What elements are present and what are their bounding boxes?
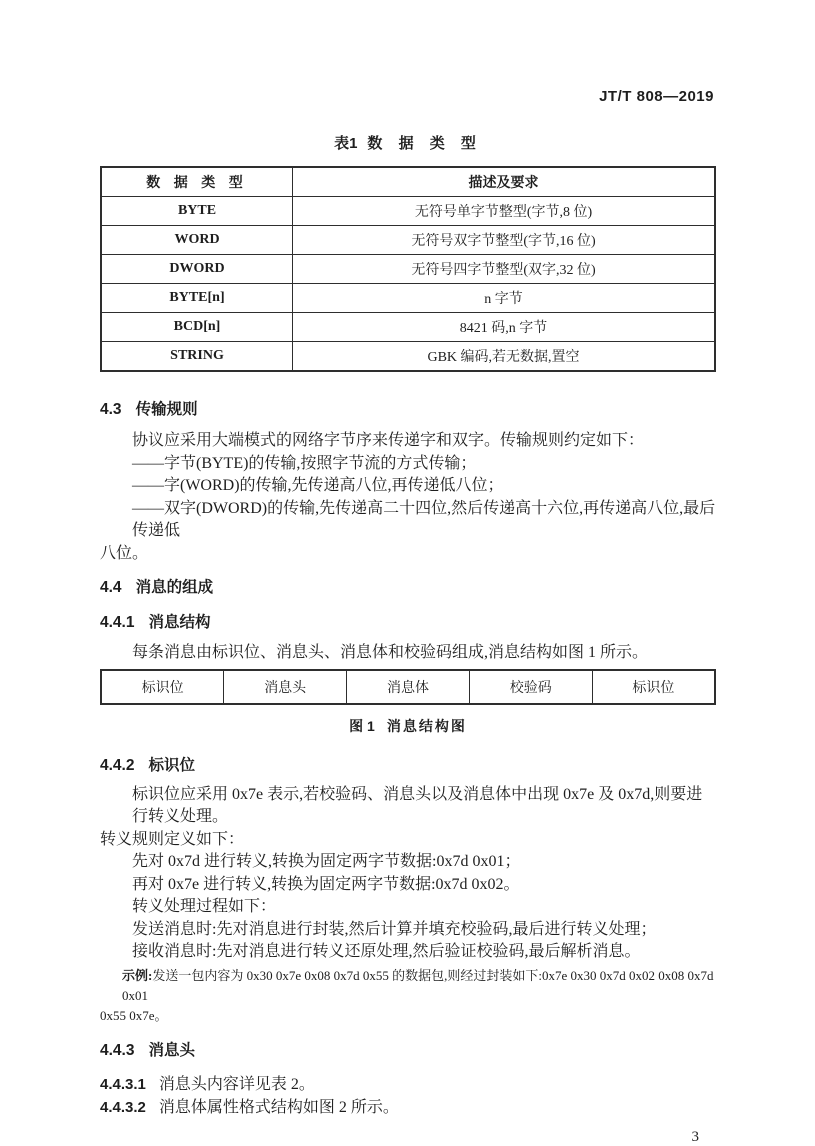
section-number: 4.4.1 [100, 614, 135, 631]
clause-4-4-3-1 [100, 1073, 716, 1097]
section-4-4-2-body [100, 784, 716, 964]
cell-type: BYTE [101, 197, 293, 226]
section-4-4-3-heading [100, 1038, 716, 1060]
data-types-table [100, 166, 716, 372]
column-header-type: 数 据 类 型 [101, 167, 293, 197]
table-row [101, 342, 715, 372]
page-number: 3 [691, 1128, 699, 1145]
example-prefix: 示例: [122, 967, 153, 983]
cell-type: WORD [101, 226, 293, 255]
section-4-4-3-items [100, 1073, 716, 1120]
section-4-4-heading [100, 575, 716, 597]
figure1-caption-title: 消息结构图 [386, 717, 467, 734]
list-item: ——字(WORD)的传输,先传递高八位,再传递低八位； [132, 477, 504, 494]
section-title: 消息头 [148, 1041, 195, 1059]
doc-number-header: JT/T 808—2019 [599, 88, 714, 105]
figure1-caption [100, 716, 716, 736]
example-line-1 [100, 966, 716, 1006]
paragraph-line: 先对 0x7d 进行转义,转换为固定两字节数据:0x7d 0x01； [132, 853, 521, 870]
figure-cell: 消息体 [347, 670, 470, 704]
paragraph-line: 转义规则定义如下： [100, 830, 245, 848]
cell-desc: n 字节 [293, 284, 716, 313]
list-item: ——双字(DWORD)的传输,先传递高二十四位,然后传递高十六位,再传递高八位,最后传递低 [132, 499, 716, 539]
clause-text: 消息体属性格式结构如图 2 所示。 [158, 1099, 399, 1116]
section-title: 标识位 [148, 756, 195, 774]
clause-text: 消息头内容详见表 2。 [158, 1075, 315, 1093]
table1-caption [100, 132, 716, 153]
section-number: 4.4.3 [100, 1041, 135, 1059]
figure-cell: 标识位 [592, 670, 715, 704]
section-number: 4.3 [100, 401, 122, 418]
table-row [101, 313, 715, 342]
example-line-2: 0x55 0x7e。 [100, 1007, 168, 1023]
section-4-3-body [100, 430, 716, 565]
list-item: ——字节(BYTE)的传输,按照字节流的方式传输； [132, 454, 477, 472]
paragraph-line: 标识位应采用 0x7e 表示,若校验码、消息头以及消息体中出现 0x7e 及 0x7d,则要进行转义处理。 [132, 785, 703, 825]
figure1-caption-label: 图 1 [349, 717, 375, 734]
cell-type: DWORD [101, 255, 293, 284]
figure-row [101, 670, 715, 704]
page-content [100, 0, 716, 1146]
cell-desc: 无符号单字节整型(字节,8 位) [293, 197, 716, 226]
cell-type: BYTE[n] [101, 284, 293, 313]
cell-desc: 无符号四字节整型(双字,32 位) [293, 255, 716, 284]
message-structure-figure [100, 669, 716, 705]
paragraph-line: 协议应采用大端模式的网络字节序来传递字和双字。传输规则约定如下： [132, 432, 645, 449]
table-header-row [101, 167, 715, 197]
table-row [101, 197, 715, 226]
table1-caption-title: 数 据 类 型 [367, 135, 482, 152]
cell-desc: GBK 编码,若无数据,置空 [293, 342, 716, 372]
section-4-4-1-paragraph: 每条消息由标识位、消息头、消息体和校验码组成,消息结构如图 1 所示。 [132, 644, 649, 661]
section-title: 消息的组成 [135, 579, 214, 596]
cell-desc: 无符号双字节整型(字节,16 位) [293, 226, 716, 255]
clause-number: 4.4.3.2 [100, 1099, 146, 1116]
section-title: 传输规则 [135, 401, 198, 418]
section-4-4-1-heading [100, 610, 716, 632]
cell-type: BCD[n] [101, 313, 293, 342]
table1-caption-label: 表1 [334, 135, 358, 152]
paragraph-line: 发送消息时:先对消息进行封装,然后计算并填充校验码,最后进行转义处理； [132, 920, 657, 938]
figure-cell: 校验码 [469, 670, 592, 704]
paragraph-line: 再对 0x7e 进行转义,转换为固定两字节数据:0x7d 0x02。 [132, 875, 520, 893]
column-header-desc: 描述及要求 [293, 167, 716, 197]
cell-type: STRING [101, 342, 293, 372]
section-number: 4.4.2 [100, 756, 135, 774]
example-text: 发送一包内容为 0x30 0x7e 0x08 0x7d 0x55 的数据包,则经过封装如下:0x7e 0x30 0x7d 0x02 0x08 0x7d 0x01 [122, 967, 714, 1003]
section-4-3-heading [100, 397, 716, 419]
section-4-4-2-heading [100, 753, 716, 775]
table-row [101, 255, 715, 284]
section-number: 4.4 [100, 579, 122, 596]
clause-4-4-3-2 [100, 1096, 716, 1120]
example-block [100, 966, 716, 1026]
figure-cell: 标识位 [101, 670, 224, 704]
clause-number: 4.4.3.1 [100, 1075, 146, 1093]
list-item-continuation: 八位。 [100, 544, 149, 562]
section-title: 消息结构 [148, 614, 211, 631]
paragraph-line: 接收消息时:先对消息进行转义还原处理,然后验证校验码,最后解析消息。 [132, 943, 641, 960]
paragraph-line: 转义处理过程如下： [132, 898, 277, 915]
cell-desc: 8421 码,n 字节 [293, 313, 716, 342]
figure-cell: 消息头 [224, 670, 347, 704]
table-row [101, 226, 715, 255]
table-row [101, 284, 715, 313]
